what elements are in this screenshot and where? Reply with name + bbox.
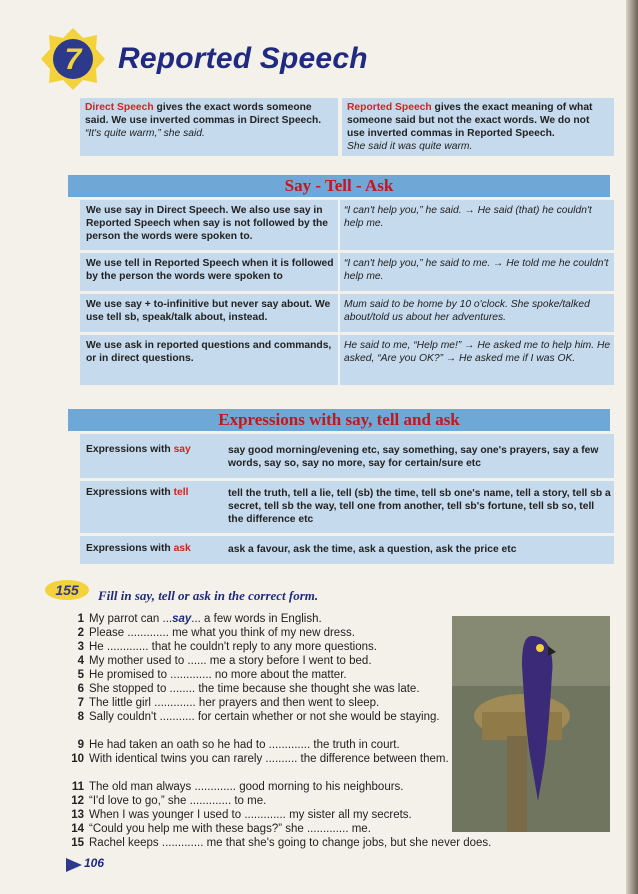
page-number: 106: [84, 856, 105, 870]
rule-example: He said to me, “Help me!” → He asked me to help him. He asked, “Are you OK?” → He asked me if I was OK.: [344, 340, 611, 364]
exercise-instruction: Fill in say, tell or ask in the correct form.: [98, 588, 319, 603]
exercise-item: 10 With identical twins you can rarely .......... the difference between them.: [71, 753, 449, 765]
rule-row-say: [80, 200, 614, 250]
expressions-word: ask: [173, 543, 191, 554]
exercise-item: 5 He promised to ............. no more about the matter.: [77, 669, 347, 681]
say-tell-ask-header: Say - Tell - Ask: [68, 175, 610, 197]
answer-example: say: [172, 613, 192, 625]
exercise-item: 4 My mother used to ...... me a story before I went to bed.: [77, 655, 372, 667]
expressions-word: say: [173, 444, 191, 455]
expressions-text: tell the truth, tell a lie, tell (sb) the time, tell sb one's name, tell a story, tell sb a secret, tell sb the way, tell one from another, tell sb's fortune, tell sb so, tell the difference etc: [228, 488, 611, 525]
rule-example: “I can't help you,” he said to me. → He told me he couldn't help me.: [344, 258, 609, 282]
exercise-item: 15 Rachel keeps ............. me that she's going to change jobs, but she never does.: [71, 837, 492, 849]
exercise-item: 1 My parrot can ...say... a few words in English.: [77, 613, 322, 625]
expressions-word: tell: [173, 487, 189, 498]
exercise-item: 14 “Could you help me with these bags?” she ............. me.: [71, 823, 371, 835]
intro-left-example: “It's quite warm,” she said.: [85, 128, 205, 139]
rule-row-say-infinitive: [80, 294, 614, 332]
exercise-item: 11 The old man always ............. good morning to his neighbours.: [71, 781, 404, 793]
intro-direct-speech: [80, 98, 338, 156]
intro-left-text: gives the exact words someone said. We use inverted commas in Direct Speech.: [85, 102, 322, 126]
rule-text: We use say + to-infinitive but never say about. We use tell sb, speak/talk about, instead.: [86, 299, 331, 323]
rule-example: Mum said to be home by 10 o'clock. She spoke/talked about/told us about her adventures.: [344, 299, 590, 323]
expressions-row-tell: Expressions with tell tell the truth, tell a lie, tell (sb) the time, tell sb one's name, tell a story, tell sb a secret, tell sb the way, tell one from another, tell sb's fortune, tell sb so, tell the difference etc: [80, 481, 614, 533]
page-arrow-icon: [66, 858, 82, 872]
exercise-item: 9 He had taken an oath so he had to ............. the truth in court.: [77, 739, 400, 751]
expressions-text: ask a favour, ask the time, ask a question, ask the price etc: [228, 544, 517, 555]
intro-right-text: gives the exact meaning of what someone said but not the exact words. We do not use inverted commas in Reported Speech.: [347, 102, 593, 139]
page-footer: [66, 856, 105, 877]
exercise-item: 2 Please ............. me what you think of my new dress.: [77, 627, 355, 639]
rule-text: We use tell in Reported Speech when it is followed by the person the words were spoken to: [86, 258, 334, 282]
exercise-item: 12 “I'd love to go,” she ............. to me.: [71, 795, 267, 807]
rule-text: We use ask in reported questions and commands, or in direct questions.: [86, 340, 332, 364]
intro-reported-speech: [342, 98, 614, 156]
exercise-item: 13 When I was younger I used to ............. my sister all my secrets.: [71, 809, 412, 821]
unit-badge: [40, 26, 106, 92]
expressions-row-ask: Expressions with ask ask a favour, ask the time, ask a question, ask the price etc: [80, 536, 614, 564]
book-spine-shadow: [626, 0, 638, 894]
exercise-number: 155: [55, 582, 79, 598]
exercise-number-badge: [44, 579, 90, 601]
exercise-item: 8 Sally couldn't ........... for certain whether or not she would be staying.: [77, 711, 440, 723]
rule-example: “I can't help you,” he said. → He said (that) he couldn't help me.: [344, 205, 592, 229]
intro-left-term: Direct Speech: [85, 102, 154, 113]
rule-text: We use say in Direct Speech. We also use say in Reported Speech when say is not followed by the person the words were spoken to.: [86, 205, 329, 242]
intro-right-term: Reported Speech: [347, 102, 432, 113]
expressions-header: Expressions with say, tell and ask: [68, 409, 610, 431]
exercise-item: 6 She stopped to ........ the time because she thought she was late.: [77, 683, 420, 695]
expressions-text: say good morning/evening etc, say something, say one's prayers, say a few words, say so, say no more, say for certain/sure etc: [228, 445, 599, 469]
expressions-row-say: Expressions with say say good morning/evening etc, say something, say one's prayers, say a few words, say so, say no more, say for certain/sure etc: [80, 434, 614, 478]
rule-row-ask: [80, 335, 614, 385]
rule-row-tell: [80, 253, 614, 291]
intro-right-example: She said it was quite warm.: [347, 141, 473, 152]
page-title: Reported Speech: [118, 42, 368, 75]
unit-number: 7: [64, 43, 82, 76]
exercise-item: 7 The little girl ............. her prayers and then went to sleep.: [77, 697, 380, 709]
exercise-item: 3 He ............. that he couldn't reply to any more questions.: [77, 641, 377, 653]
parrot-photo: [452, 616, 610, 832]
